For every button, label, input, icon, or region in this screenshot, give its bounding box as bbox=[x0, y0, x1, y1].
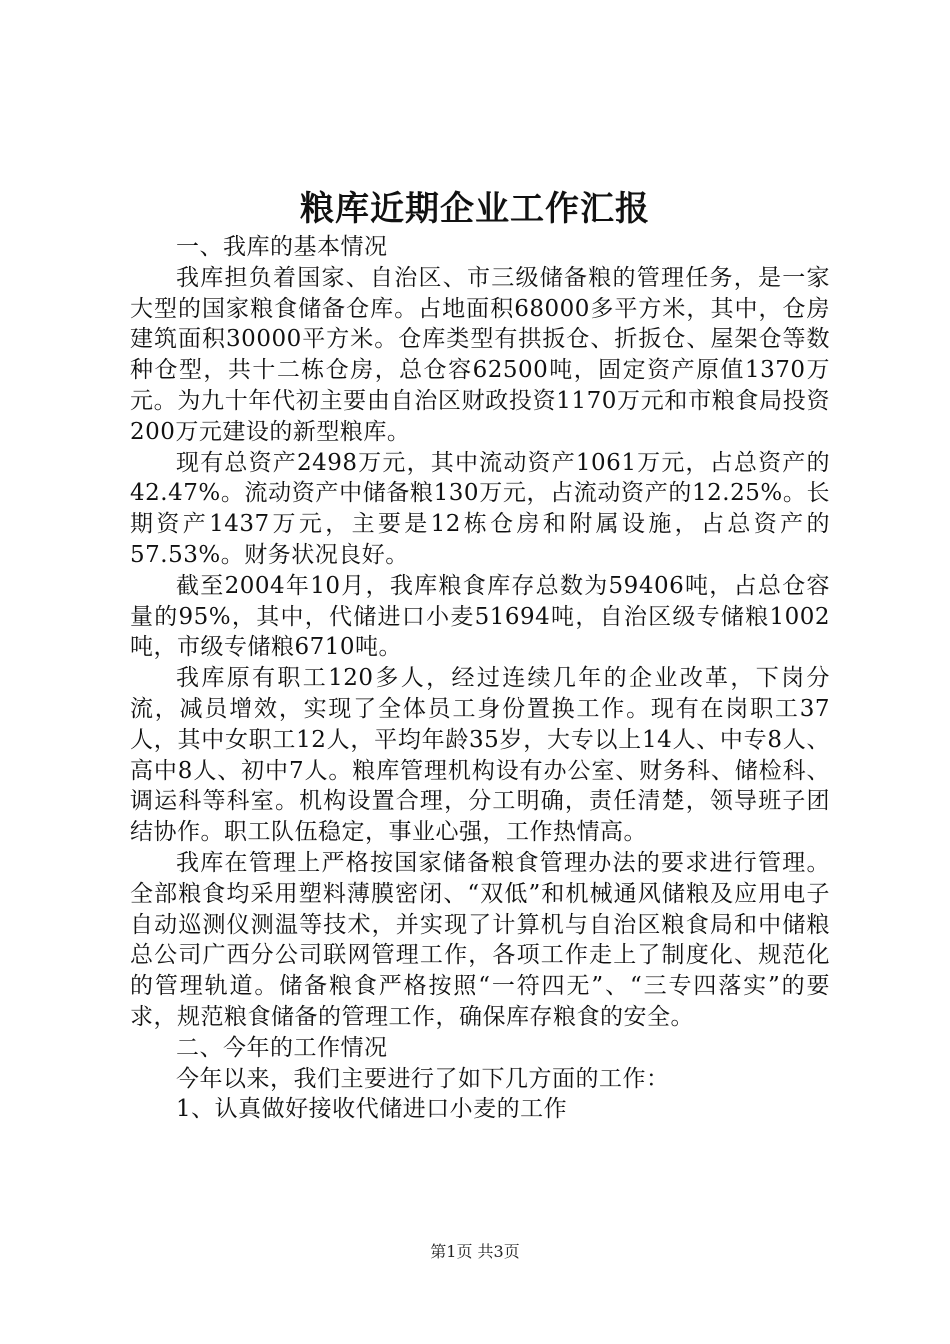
section-heading-basic-info: 一、我库的基本情况 bbox=[176, 234, 388, 260]
paragraph-management: 我库在管理上严格按国家储备粮食管理办法的要求进行管理。全部粮食均采用塑料薄膜密闭、“双低”和机械通风储粮及应用电子自动巡测仪测温等技术，并实现了计算机与自治区粮食局和中储粮总公司广西分公司联网管理工作，各项工作走上了制度化、规范化的管理轨道。储备粮食严格按照“一符四无”、“三专四落实”的要求，规范粮食储备的管理工作，确保库存粮食的安全。 bbox=[130, 849, 830, 1030]
page-number-footer: 第1页 共3页 bbox=[430, 1242, 520, 1261]
paragraph-assets: 现有总资产2498万元，其中流动资产1061万元，占总资产的42.47%。流动资产中储备粮130万元，占流动资产的12.25%。长期资产1437万元，主要是12栋仓房和附属设施，占总资产的57.53%。财务状况良好。 bbox=[130, 449, 830, 568]
document-title: 粮库近期企业工作汇报 bbox=[300, 189, 650, 229]
paragraph-inventory: 截至2004年10月，我库粮食库存总数为59406吨，占总仓容量的95%，其中，代储进口小麦51694吨，自治区级专储粮1002吨，市级专储粮6710吨。 bbox=[130, 572, 830, 661]
list-item-1: 1、认真做好接收代储进口小麦的工作 bbox=[176, 1096, 568, 1123]
paragraph-overview: 我库担负着国家、自治区、市三级储备粮的管理任务，是一家大型的国家粮食储备仓库。占地面积68000多平方米，其中，仓房建筑面积30000平方米。仓库类型有拱扳仓、折扳仓、屋架仓等数种仓型，共十二栋仓房，总仓容62500吨，固定资产原值1370万元。为九十年代初主要由自治区财政投资1170万元和市粮食局投资200万元建设的新型粮库。 bbox=[130, 264, 830, 445]
paragraph-work-intro: 今年以来，我们主要进行了如下几方面的工作： bbox=[176, 1065, 670, 1092]
section-heading-work-this-year: 二、今年的工作情况 bbox=[176, 1034, 388, 1061]
paragraph-staff: 我库原有职工120多人，经过连续几年的企业改革，下岗分流，减员增效，实现了全体员工身份置换工作。现有在岗职工37人，其中女职工12人，平均年龄35岁，大专以上14人、中专8人、高中8人、初中7人。粮库管理机构设有办公室、财务科、储检科、调运科等科室。机构设置合理，分工明确，责任清楚，领导班子团结协作。职工队伍稳定，事业心强，工作热情高。 bbox=[130, 665, 830, 846]
document-body bbox=[130, 232, 830, 1125]
